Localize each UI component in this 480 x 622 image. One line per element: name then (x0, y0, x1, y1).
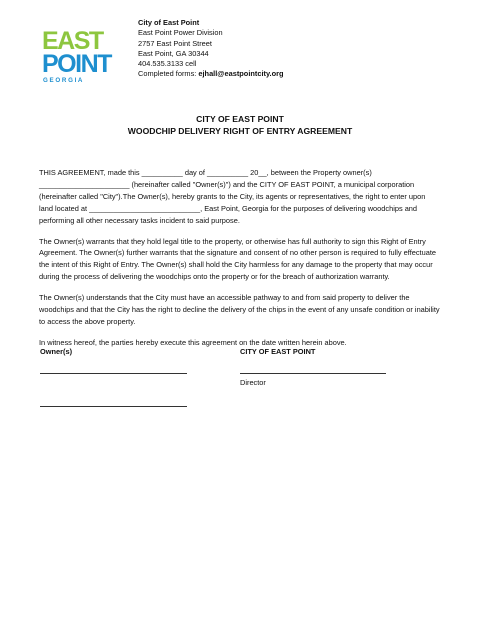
forms-line (138, 69, 284, 79)
letterhead (138, 18, 284, 80)
forms-label: Completed forms: (138, 69, 199, 79)
owner-label: Owner(s) (40, 347, 73, 356)
paragraph-access: The Owner(s) understands that the City must have an accessible pathway to and from said property to deliver the woodchips and that the City has the right to decline the delivery of the chips in the event of any unsafe condition or inability to access the above property. (39, 293, 440, 326)
paragraph-agreement: THIS AGREEMENT, made this __________ day of __________ 20__, between the Property owner(s) ______________________ (hereinafter called "Owner(s)") and the CITY OF EAST POINT, a municipal corporation (hereinafter called "City").The Owner(s), hereby grants to the City, its agents or representatives, the right to enter upon land located at ___________________________, East Point, Georgia for the purposes of delivering woodchips and performing all other necessary tasks incident to said purpose. (39, 168, 426, 225)
paragraph-warranty: The Owner(s) warrants that they hold legal title to the property, or otherwise has full authority to sign this Right of Entry Agreement. The Owner(s) further warrants that the signature and consent of no other person is required to fully effectuate the intent of this Right of Entry. The Owner(s) shall hold the City harmless for any damage to the property that may occur during the process of delivering the woodchips onto the property or for the breach of authorization warranty. (39, 236, 436, 282)
paragraph-witness: In witness hereof, the parties hereby execute this agreement on the date written herein above. (39, 337, 347, 347)
logo-word-georgia: G E O R G I A (43, 77, 83, 84)
owner-signature-line-1[interactable] (40, 365, 187, 374)
city-signature-block (240, 347, 386, 387)
title-line-1: CITY OF EAST POINT (196, 114, 284, 124)
city-logo (40, 26, 116, 84)
title-line-2: WOODCHIP DELIVERY RIGHT OF ENTRY AGREEMENT (127, 126, 353, 136)
east-point-logo-icon (40, 26, 116, 84)
logo-word-east: EAST (42, 27, 103, 55)
agreement-body (39, 167, 441, 358)
city-address: East Point, GA 30344 (138, 48, 209, 58)
owner-signature-line-2[interactable] (40, 398, 187, 407)
forms-email: ejhall@eastpointcity.org (198, 69, 284, 79)
owner-signature-block (40, 347, 187, 431)
division-name: East Point Power Division (138, 28, 223, 38)
city-signature-line[interactable] (240, 365, 386, 374)
phone-number: 404.535.3133 cell (138, 59, 197, 69)
logo-word-point: POINT (42, 50, 111, 78)
org-name: City of East Point (138, 18, 200, 27)
director-label: Director (240, 378, 266, 387)
street-address: 2757 East Point Street (138, 38, 212, 48)
document-title (0, 113, 480, 137)
city-label: CITY OF EAST POINT (240, 347, 316, 356)
